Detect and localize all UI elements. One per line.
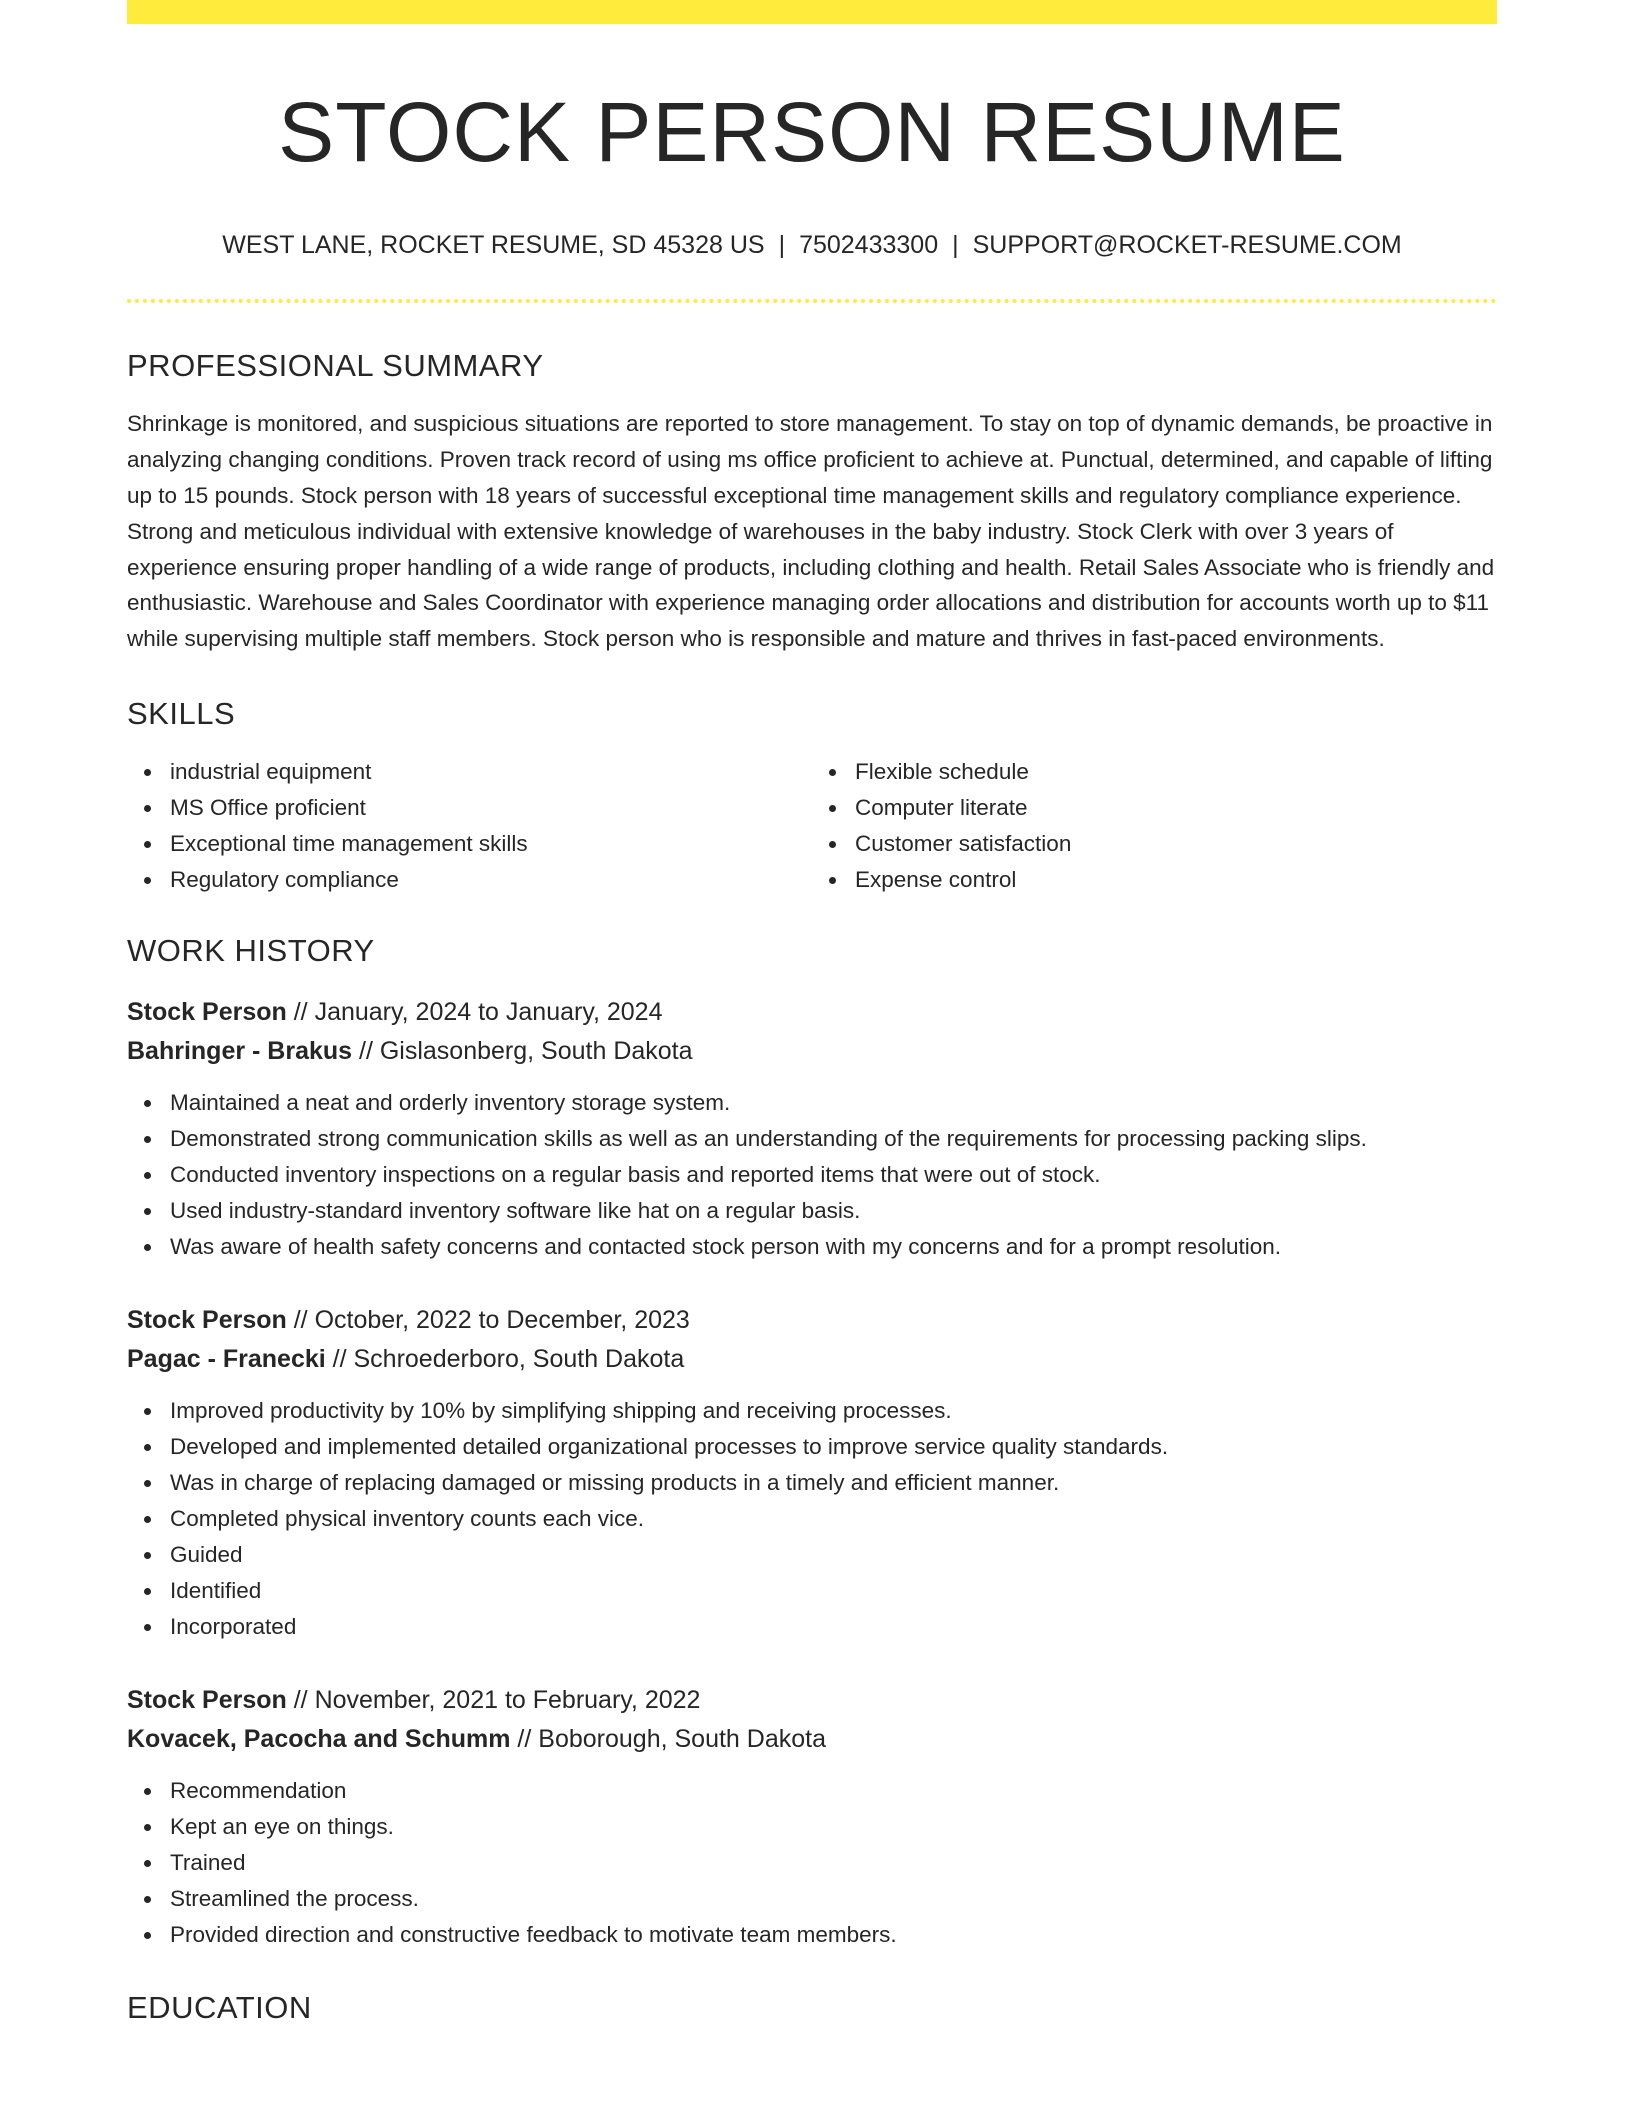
job-company-line [127, 1340, 1497, 1379]
job-company: Pagac - Franecki [127, 1345, 326, 1374]
contact-line [127, 229, 1497, 262]
job-title-line [127, 1301, 1497, 1340]
job-title: Stock Person [127, 1686, 287, 1715]
job-bullet: Conducted inventory inspections on a regular basis and reported items that were out of stock. [170, 1157, 1497, 1193]
skill-item: Regulatory compliance [170, 862, 812, 898]
summary-heading: PROFESSIONAL SUMMARY [127, 348, 544, 384]
skill-item: industrial equipment [170, 754, 812, 790]
job-bullet: Developed and implemented detailed organizational processes to improve service quality standards. [170, 1429, 1497, 1465]
job-entry [127, 1681, 1497, 1953]
job-company-line [127, 1032, 1497, 1071]
job-bullet: Completed physical inventory counts each vice. [170, 1501, 1497, 1537]
skill-item: Computer literate [855, 790, 1497, 826]
job-entry [127, 993, 1497, 1265]
job-bullets [127, 1393, 1497, 1645]
skills-list-left [127, 754, 812, 898]
contact-phone: 7502433300 [799, 230, 939, 259]
job-bullet: Provided direction and constructive feedback to motivate team members. [170, 1917, 1497, 1953]
job-bullets [127, 1773, 1497, 1953]
summary-text: Shrinkage is monitored, and suspicious situations are reported to store management. To stay on top of dynamic demands, be proactive in analyzing changing conditions. Proven track record of using ms office proficient to achieve at. Punctual, determined, and capable of lifting up to 15 pounds. Stock person with 18 years of successful exceptional time management skills and regulatory compliance experience. Strong and meticulous individual with extensive knowledge of warehouses in the baby industry. Stock Clerk with over 3 years of experience ensuring proper handling of a wide range of products, including clothing and health. Retail Sales Associate who is friendly and enthusiastic. Warehouse and Sales Coordinator with experience managing order allocations and distribution for accounts worth up to $11 while supervising multiple staff members. Stock person who is responsible and mature and thrives in fast-paced environments. [127, 411, 1495, 652]
job-bullet: Maintained a neat and orderly inventory storage system. [170, 1085, 1497, 1121]
job-bullet: Streamlined the process. [170, 1881, 1497, 1917]
accent-top-bar [127, 0, 1497, 24]
job-title: Stock Person [127, 998, 287, 1027]
job-title: Stock Person [127, 1306, 287, 1335]
skill-item: MS Office proficient [170, 790, 812, 826]
job-title-line [127, 993, 1497, 1032]
job-title-line [127, 1681, 1497, 1720]
contact-separator: | [778, 230, 786, 259]
resume-title: STOCK PERSON RESUME [278, 85, 1346, 179]
skills-list-right [812, 754, 1497, 898]
resume-page [127, 0, 1497, 2027]
job-dates: // November, 2021 to February, 2022 [286, 1686, 701, 1715]
education-heading: EDUCATION [127, 1990, 312, 2026]
job-dates: // January, 2024 to January, 2024 [286, 998, 663, 1027]
work-history-heading: WORK HISTORY [127, 933, 375, 969]
job-bullet: Used industry-standard inventory software like hat on a regular basis. [170, 1193, 1497, 1229]
job-bullet: Recommendation [170, 1773, 1497, 1809]
skill-item: Expense control [855, 862, 1497, 898]
job-company: Bahringer - Brakus [127, 1037, 353, 1066]
job-bullet: Demonstrated strong communication skills as well as an understanding of the requirements for processing packing slips. [170, 1121, 1497, 1157]
job-bullet: Was in charge of replacing damaged or missing products in a timely and efficient manner. [170, 1465, 1497, 1501]
job-bullet: Kept an eye on things. [170, 1809, 1497, 1845]
contact-separator: | [952, 230, 959, 259]
contact-address: WEST LANE, ROCKET RESUME, SD 45328 US [222, 230, 765, 259]
job-bullet: Incorporated [170, 1609, 1497, 1645]
job-location: // Schroederboro, South Dakota [325, 1345, 685, 1374]
job-bullet: Trained [170, 1845, 1497, 1881]
job-bullets [127, 1085, 1497, 1265]
skill-item: Customer satisfaction [855, 826, 1497, 862]
job-location: // Boborough, South Dakota [510, 1725, 826, 1754]
job-bullet: Improved productivity by 10% by simplifying shipping and receiving processes. [170, 1393, 1497, 1429]
skills-grid [127, 754, 1497, 898]
job-entry [127, 1301, 1497, 1645]
job-company: Kovacek, Pacocha and Schumm [127, 1725, 511, 1754]
job-bullet: Identified [170, 1573, 1497, 1609]
job-bullet: Was aware of health safety concerns and contacted stock person with my concerns and for a prompt resolution. [170, 1229, 1497, 1265]
job-bullet: Guided [170, 1537, 1497, 1573]
job-dates: // October, 2022 to December, 2023 [286, 1306, 690, 1335]
skill-item: Exceptional time management skills [170, 826, 812, 862]
contact-email: SUPPORT@ROCKET-RESUME.COM [972, 230, 1402, 259]
skills-heading: SKILLS [127, 696, 236, 732]
dotted-divider [127, 299, 1497, 303]
job-company-line [127, 1720, 1497, 1759]
job-location: // Gislasonberg, South Dakota [352, 1037, 693, 1066]
skill-item: Flexible schedule [855, 754, 1497, 790]
